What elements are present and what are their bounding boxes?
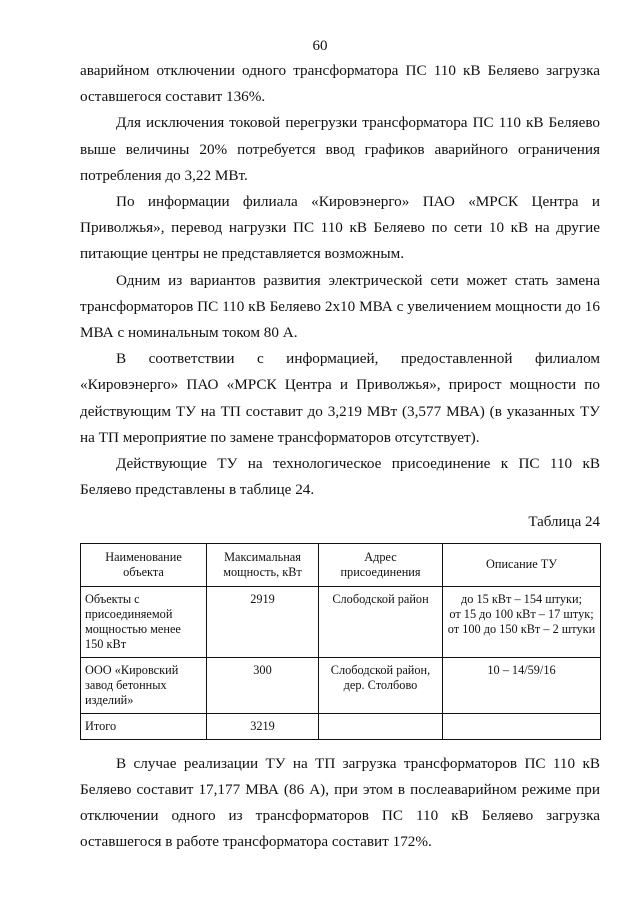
header-power: Максимальная мощность, кВт [207, 543, 319, 586]
paragraph: В соответствии с информацией, предоставленной филиалом «Кировэнерго» ПАО «МРСК Центра и Приволжья», прирост мощности по действующим ТУ на ТП составит до 3,219 МВт (3,577 МВА) (в указанных ТУ на ТП мероприятие по замене трансформаторов отсутствует). [80, 350, 600, 446]
cell-description [443, 713, 601, 739]
table-row [81, 657, 601, 713]
cell-description [443, 586, 601, 657]
cell-address: Слободской район, дер. Столбово [319, 657, 443, 713]
table-header-row [81, 543, 601, 586]
table-total-row [81, 713, 601, 739]
description-line: 10 – 14/59/16 [487, 662, 556, 677]
paragraph: По информации филиала «Кировэнерго» ПАО «МРСК Центра и Приволжья», перевод нагрузки ПС 110 кВ Беляево по сети 10 кВ на другие питающие центры не представляется возможным. [80, 193, 600, 263]
table-row [81, 586, 601, 657]
header-description: Описание ТУ [443, 543, 601, 586]
header-name: Наименование объекта [81, 543, 207, 586]
cell-power: 3219 [207, 713, 319, 739]
cell-name: Итого [81, 713, 207, 739]
paragraph: Для исключения токовой перегрузки трансформатора ПС 110 кВ Беляево выше величины 20% потребуется ввод графиков аварийного ограничения потребления до 3,22 МВт. [80, 114, 600, 184]
tu-table [80, 543, 601, 740]
paragraph: В случае реализации ТУ на ТП загрузка трансформаторов ПС 110 кВ Беляево составит 17,177 МВА (86 А), при этом в послеаварийном режиме при отключении одного из трансформаторов ПС 110 кВ Беляево загрузка оставшегося в работе трансформатора составит 172%. [80, 754, 600, 851]
description-line: от 100 до 150 кВт – 2 штуки [447, 621, 596, 636]
cell-address: Слободской район [319, 586, 443, 657]
paragraph: Действующие ТУ на технологическое присоединение к ПС 110 кВ Беляево представлены в таблице 24. [80, 455, 600, 499]
cell-address [319, 713, 443, 739]
table-caption: Таблица 24 [528, 514, 600, 531]
description-line: до 15 кВт – 154 штуки; [460, 591, 583, 606]
description-line: от 15 до 100 кВт – 17 штук; [449, 606, 594, 621]
cell-description [443, 657, 601, 713]
cell-power: 300 [207, 657, 319, 713]
paragraph: аварийном отключении одного трансформатора ПС 110 кВ Беляево загрузка оставшегося составит 136%. [80, 62, 600, 106]
paragraph: Одним из вариантов развития электрической сети может стать замена трансформаторов ПС 110 кВ Беляево 2х10 МВА с увеличением мощности до 16 МВА с номинальным током 80 А. [80, 271, 600, 342]
cell-name: ООО «Кировский завод бетонных изделий» [81, 657, 207, 713]
cell-power: 2919 [207, 586, 319, 657]
cell-name: Объекты с присоединяемой мощностью менее 150 кВт [81, 586, 207, 657]
document-body [80, 58, 600, 855]
page-number: 60 [312, 38, 328, 54]
header-address: Адрес присоединения [319, 543, 443, 586]
